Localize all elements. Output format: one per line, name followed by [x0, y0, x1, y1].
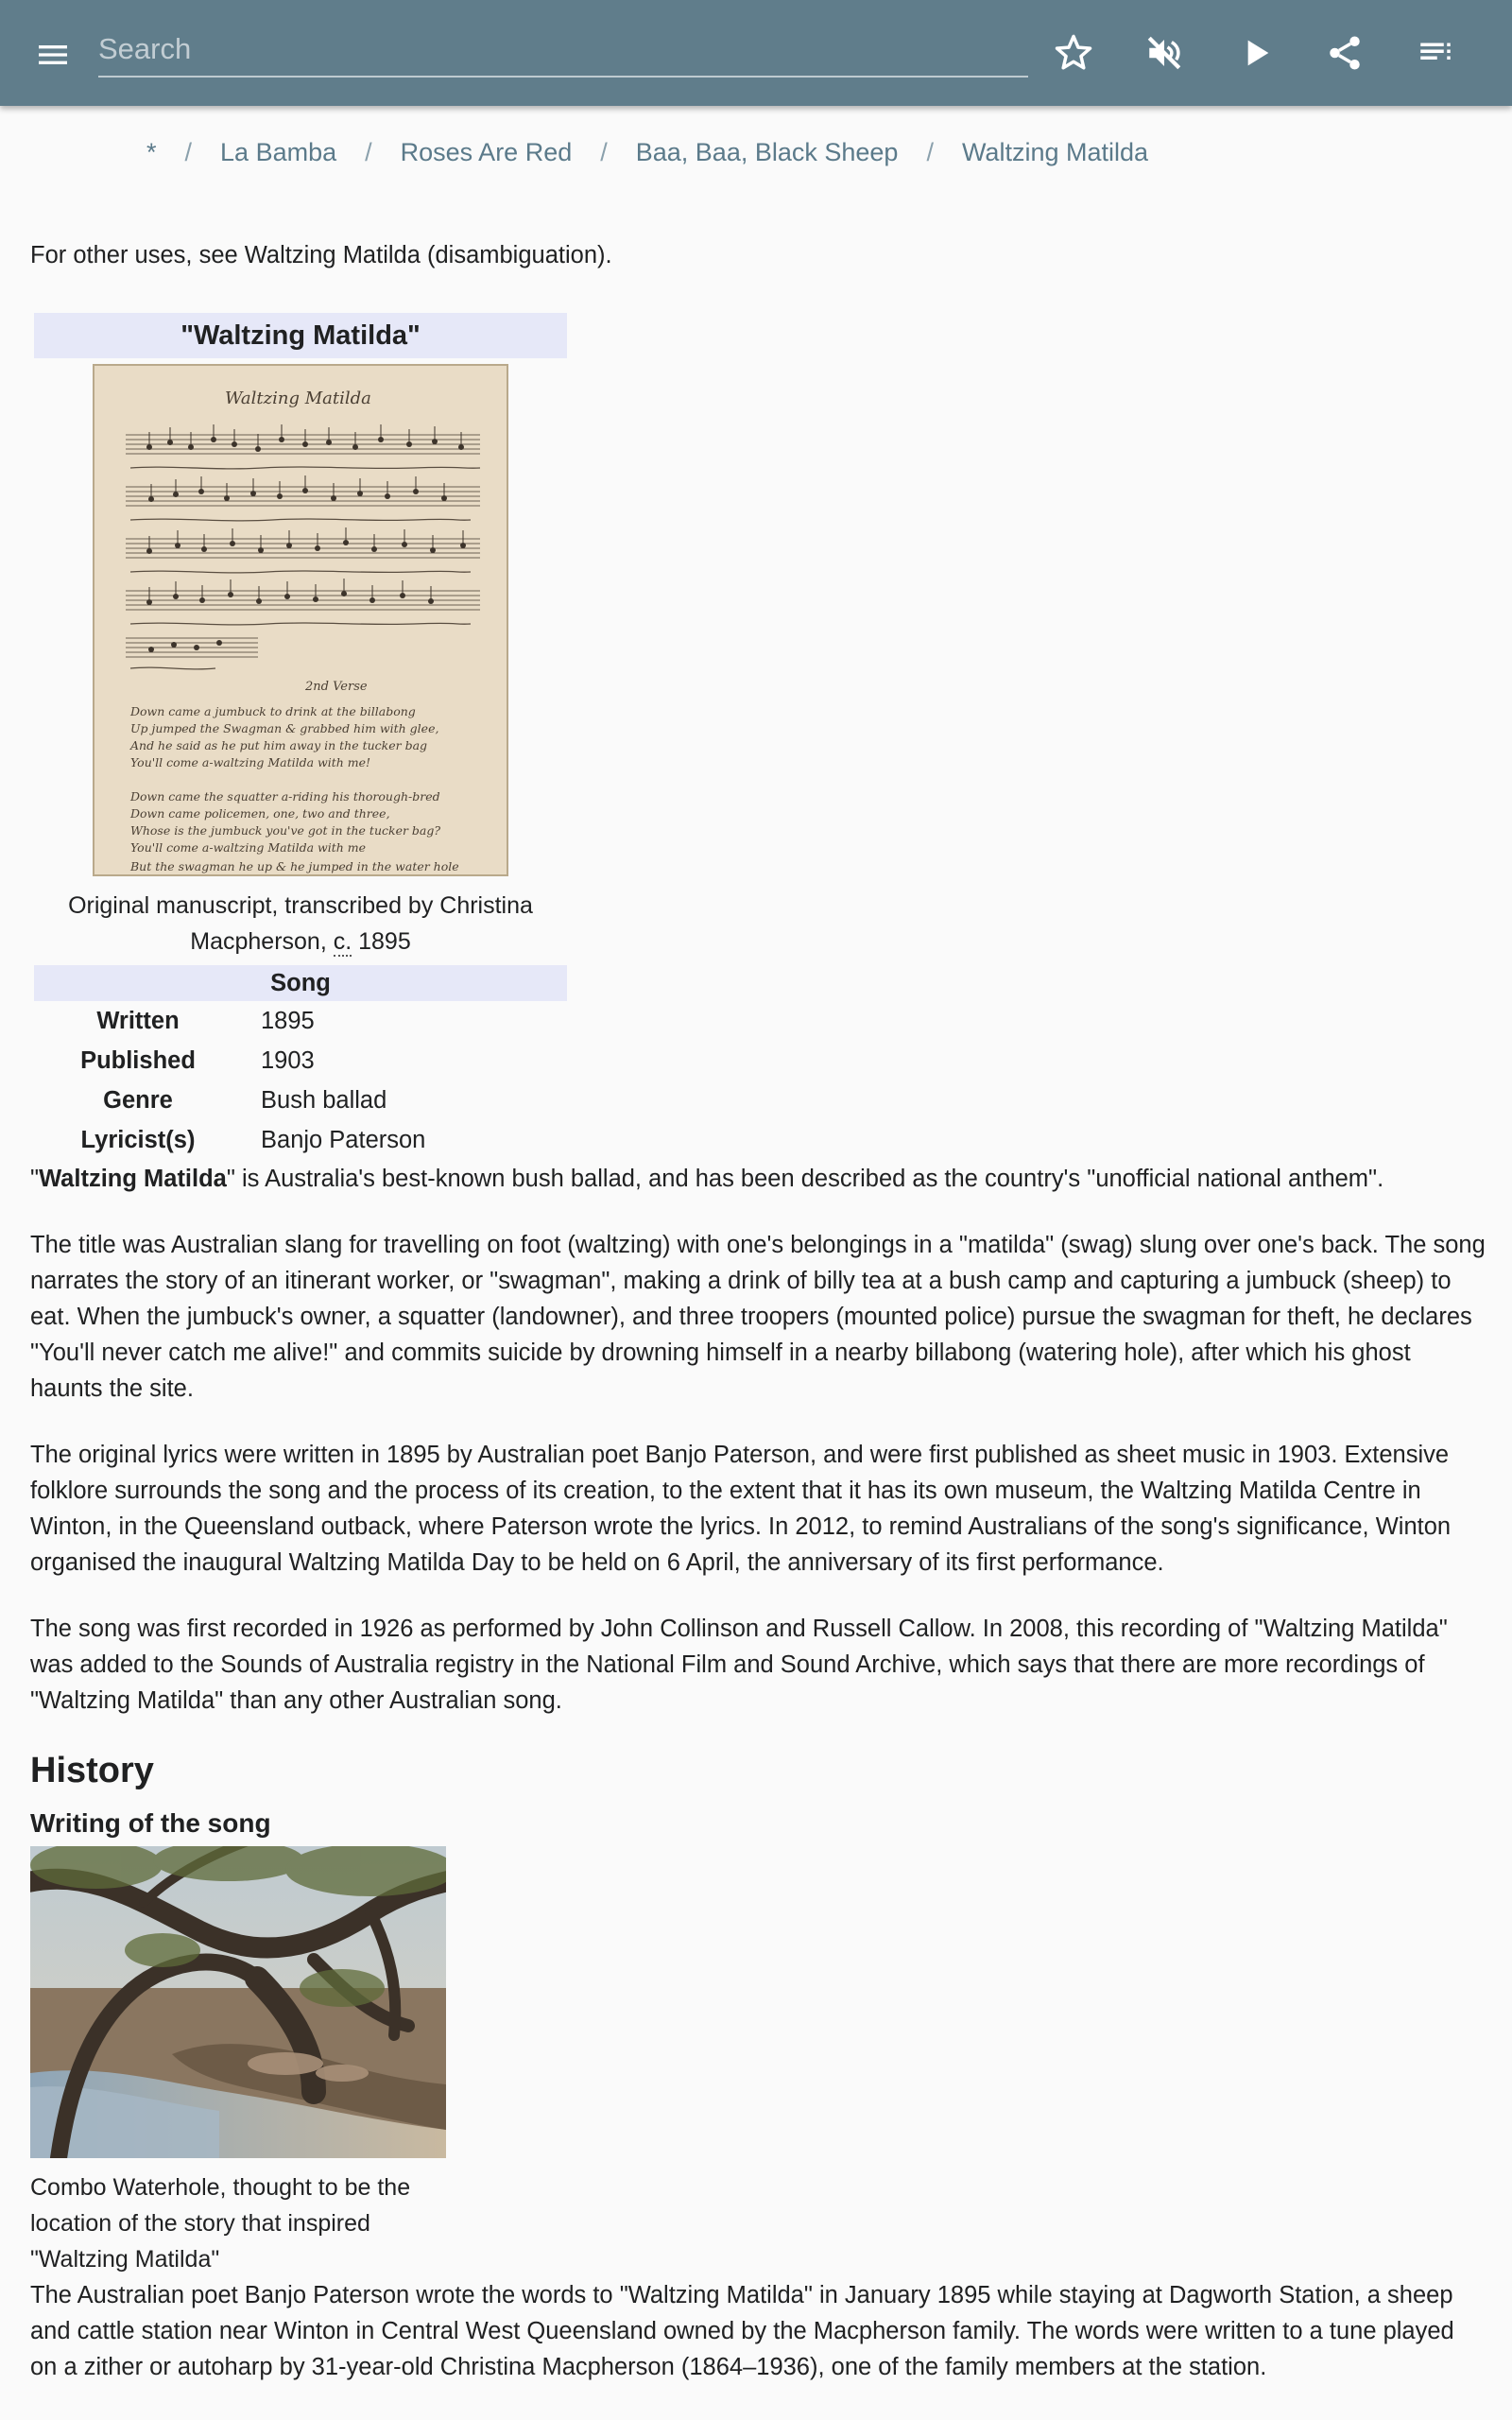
breadcrumb-waltzing-matilda[interactable]: Waltzing Matilda [961, 138, 1149, 166]
star-icon[interactable] [1046, 26, 1101, 80]
hatnote: For other uses, see Waltzing Matilda (disambiguation). [30, 242, 612, 268]
row-value: 1903 [261, 1047, 315, 1074]
section-heading-history: History [30, 1751, 154, 1790]
history-text [30, 2277, 1486, 2385]
play-icon[interactable] [1228, 26, 1283, 80]
lead-paragraph-4: The song was first recorded in 1926 as performed by John Collinson and Russell Callow. In 2008, this recording of "Waltzing Matilda" was added to the Sounds of Australia registry in the National Film and Sound Archive, which says that there are more recordings of "Waltzing Matilda" than any other Australian song. [30, 1616, 1448, 1714]
caption-text: Original manuscript, transcribed by Christina Macpherson, [68, 892, 533, 955]
row-label: Genre [103, 1087, 173, 1114]
svg-text:Down came the squatter a-ridin: Down came the squatter a-riding his thorough-bred [130, 789, 440, 804]
row-value[interactable]: Bush ballad [261, 1087, 387, 1114]
circa-abbr[interactable]: c. [333, 928, 352, 955]
lead-paragraph-3: The original lyrics were written in 1895 by Australian poet Banjo Paterson, and were first published as sheet music in 1903. Extensive folklore surrounds the song and the process of its creation, to the extent that it has its own museum, the Waltzing Matilda Centre in Winton, in the Queensland outback, where Paterson wrote the lyrics. In 2012, to remind Australians of the song's significance, Winton organised the inaugural Waltzing Matilda Day to be held on 6 April, the anniversary of its first performance. [30, 1442, 1452, 1576]
svg-text:Down came a jumbuck to drink a: Down came a jumbuck to drink at the billabong [130, 704, 416, 718]
breadcrumb [146, 138, 1148, 167]
playlist-icon[interactable] [1408, 26, 1463, 80]
breadcrumb-separator: / [365, 138, 372, 166]
caption-year: 1895 [352, 928, 411, 955]
breadcrumb-home[interactable]: * [146, 138, 157, 166]
combo-waterhole-photo[interactable] [30, 1846, 446, 2158]
subsection-heading-writing: Writing of the song [30, 1808, 271, 1838]
svg-text:Down came policemen, one, two: Down came policemen, one, two and three, [130, 806, 390, 821]
breadcrumb-la-bamba[interactable]: La Bamba [220, 138, 337, 166]
lead-text: " is Australia's best-known bush ballad, and has been described as the country's "unofficial national anthem". [226, 1166, 1384, 1192]
share-icon[interactable] [1317, 26, 1372, 80]
breadcrumb-baa-baa-black-sheep[interactable]: Baa, Baa, Black Sheep [635, 138, 899, 166]
infobox-title: "Waltzing Matilda" [34, 313, 567, 358]
svg-text:And he said as he put him away: And he said as he put him away in the tucker bag [130, 738, 428, 752]
svg-text:You'll come a-waltzing Matilda: You'll come a-waltzing Matilda with me [130, 840, 367, 855]
search-input[interactable] [98, 21, 1028, 76]
svg-text:Up jumped the Swagman & grabbe: Up jumped the Swagman & grabbed him with glee, [130, 721, 439, 735]
row-value: 1895 [261, 1008, 315, 1034]
row-label: Lyricist(s) [80, 1127, 196, 1153]
breadcrumb-separator: / [926, 138, 934, 166]
infobox-caption [34, 888, 567, 959]
infobox-row [34, 1080, 567, 1120]
svg-text:But the swagman he up & he jum: But the swagman he up & he jumped in the water hole [130, 859, 459, 873]
manuscript-image[interactable] [93, 364, 508, 876]
infobox-row [34, 1120, 567, 1160]
quote-open: " [30, 1166, 40, 1192]
row-label: Published [80, 1047, 196, 1074]
svg-text:2nd Verse: 2nd Verse [305, 680, 368, 694]
row-value[interactable]: Banjo Paterson [261, 1127, 426, 1153]
history-paragraph-1: The Australian poet Banjo Paterson wrote the words to "Waltzing Matilda" in January 1895 while staying at Dagworth Station, a sheep and cattle station near Winton in Central West Queensland owned by the Macpherson family. The words were written to a tune played on a zither or autoharp by 31-year-old Christina Macpherson (1864–1936), one of the family members at the station. [30, 2282, 1454, 2380]
photo-caption: Combo Waterhole, thought to be the location of the story that inspired "Waltzing Matilda" [30, 2174, 411, 2273]
article-lead [30, 1161, 1486, 1749]
breadcrumb-separator: / [184, 138, 193, 166]
lead-paragraph-1 [30, 1161, 1486, 1197]
row-label: Written [96, 1008, 180, 1034]
breadcrumb-separator: / [600, 138, 608, 166]
infobox-section-header: Song [34, 965, 567, 1001]
svg-text:Waltzing Matilda: Waltzing Matilda [225, 389, 371, 408]
infobox-row [34, 1041, 567, 1080]
svg-text:You'll come a-waltzing Matilda: You'll come a-waltzing Matilda with me! [130, 755, 371, 769]
infobox-row [34, 1001, 567, 1041]
infobox-table [34, 1001, 567, 1160]
app-bar [0, 0, 1512, 106]
menu-icon[interactable] [26, 28, 79, 81]
search-field [98, 21, 1028, 78]
breadcrumb-roses-are-red[interactable]: Roses Are Red [400, 138, 573, 166]
lead-paragraph-2: The title was Australian slang for travelling on foot (waltzing) with one's belongings in a "matilda" (swag) slung over one's back. The song narrates the story of an itinerant worker, or "swagman", making a drink of billy tea at a bush camp and capturing a jumbuck (sheep) to eat. When the jumbuck's owner, a squatter (landowner), and three troopers (mounted police) pursue the swagman for theft, he declares "You'll never catch me alive!" and commits suicide by drowning himself in a nearby billabong (watering hole), after which his ghost haunts the site. [30, 1232, 1486, 1402]
infobox [34, 313, 567, 1160]
volume-off-icon[interactable] [1137, 26, 1192, 80]
svg-text:Whose is the jumbuck you've go: Whose is the jumbuck you've got in the tucker bag? [130, 823, 441, 838]
article-subject: Waltzing Matilda [39, 1166, 227, 1192]
